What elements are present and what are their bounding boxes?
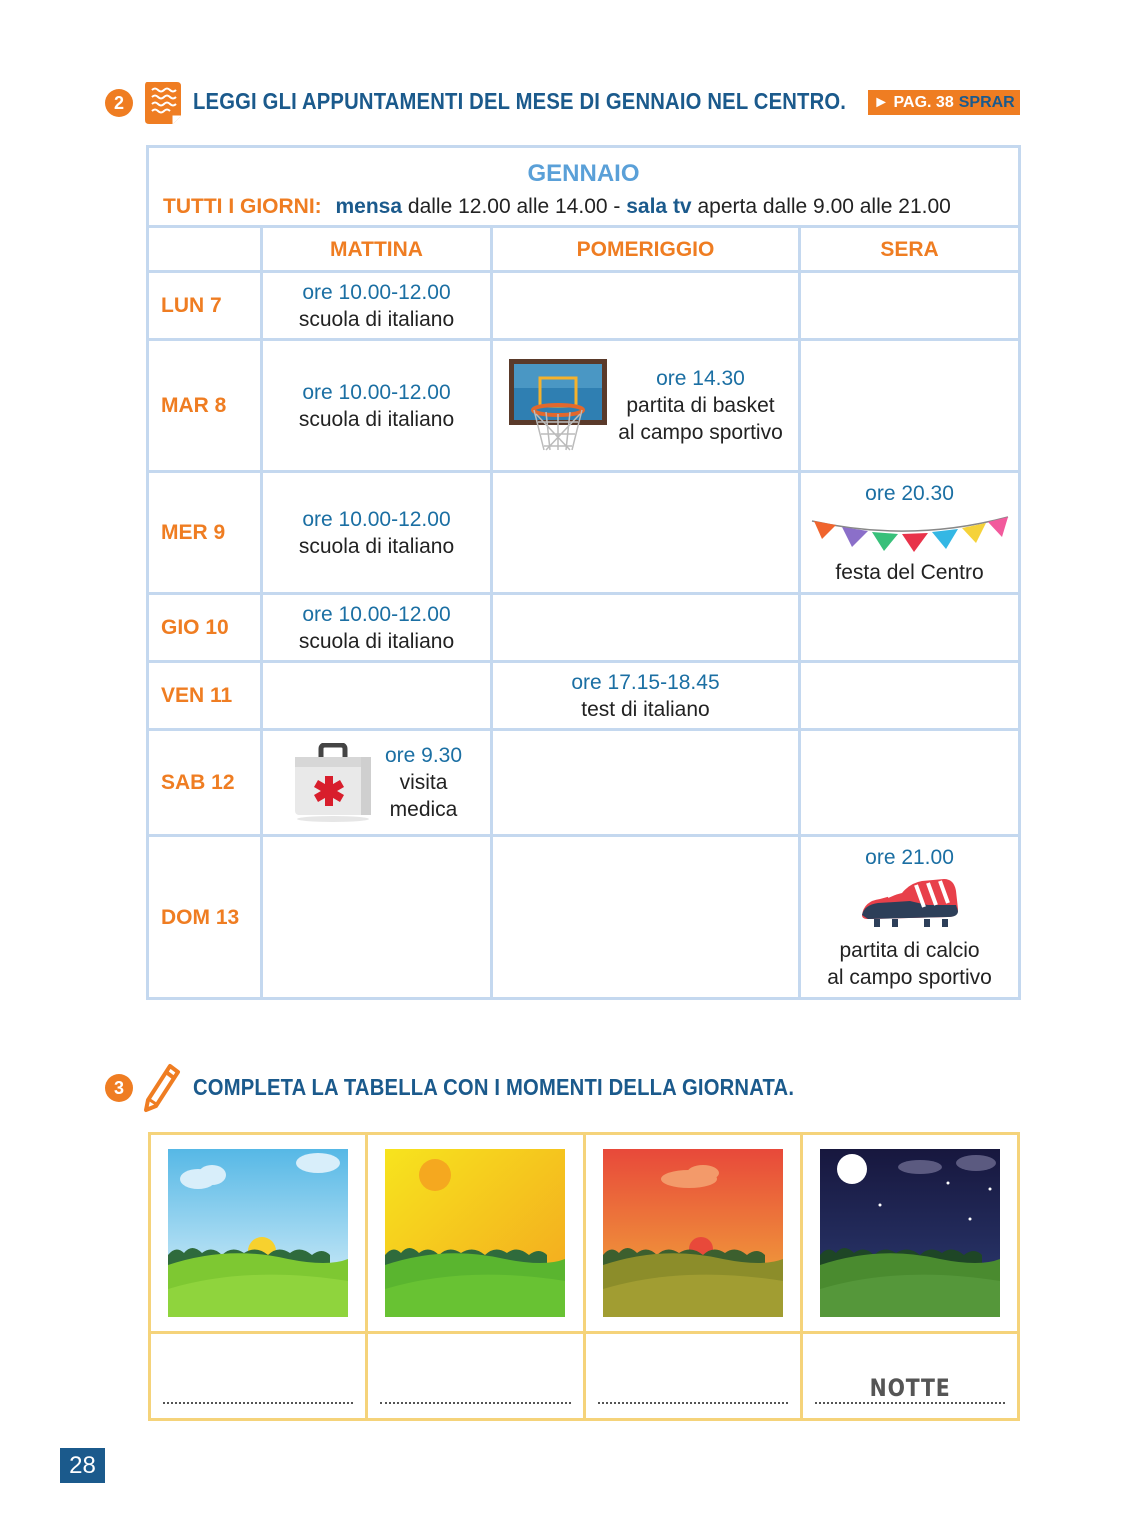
image-cell bbox=[150, 1134, 367, 1333]
event-activity: scuola di italiano bbox=[298, 407, 455, 431]
table-row bbox=[148, 340, 1020, 472]
tv-keyword: sala tv bbox=[626, 194, 692, 218]
empty-cell bbox=[800, 272, 1020, 340]
exercise-number-badge: 2 bbox=[105, 89, 133, 117]
event-time: ore 14.30 bbox=[656, 367, 745, 390]
table-row bbox=[148, 662, 1020, 730]
day-label: GIO 10 bbox=[148, 594, 262, 662]
mensa-keyword: mensa bbox=[335, 194, 403, 218]
event-activity: medica bbox=[389, 798, 458, 821]
event-time: ore 20.30 bbox=[865, 481, 954, 505]
empty-cell bbox=[492, 594, 800, 662]
day-label: DOM 13 bbox=[148, 836, 262, 999]
empty-cell bbox=[262, 662, 492, 730]
table-row bbox=[148, 730, 1020, 836]
event-activity: scuola di italiano bbox=[298, 534, 455, 558]
reading-icon bbox=[143, 80, 183, 126]
event-time: ore 10.00-12.00 bbox=[302, 280, 451, 304]
event-time: ore 21.00 bbox=[865, 845, 954, 869]
day-label: MER 9 bbox=[148, 472, 262, 594]
evening-sunset-icon bbox=[603, 1149, 783, 1317]
table-row bbox=[148, 272, 1020, 340]
exercise-2-title: LEGGI GLI APPUNTAMENTI DEL MESE DI GENNAIO NEL CENTRO. bbox=[193, 88, 847, 114]
event-time: ore 10.00-12.00 bbox=[302, 380, 451, 404]
page-reference: ► PAG. 38 bbox=[873, 93, 954, 111]
column-header-mattina: MATTINA bbox=[262, 227, 492, 272]
event-time: ore 10.00-12.00 bbox=[302, 507, 451, 531]
event-time: ore 9.30 bbox=[384, 744, 463, 767]
day-label: SAB 12 bbox=[148, 730, 262, 836]
column-header-sera: SERA bbox=[800, 227, 1020, 272]
answer-line bbox=[815, 1402, 1005, 1404]
event-activity: scuola di italiano bbox=[298, 307, 455, 331]
page-reference-badge[interactable] bbox=[868, 90, 1020, 115]
event-cell bbox=[492, 662, 800, 730]
event-time: ore 10.00-12.00 bbox=[302, 602, 451, 626]
empty-cell bbox=[492, 272, 800, 340]
event-cell bbox=[262, 594, 492, 662]
event-cell bbox=[262, 340, 492, 472]
month-title: GENNAIO bbox=[527, 159, 640, 187]
event-cell bbox=[800, 472, 1020, 594]
event-activity: scuola di italiano bbox=[298, 629, 455, 653]
empty-cell bbox=[800, 594, 1020, 662]
page-reference-source: SPRAR bbox=[958, 93, 1015, 111]
column-header-pomeriggio: POMERIGGIO bbox=[492, 227, 800, 272]
event-text bbox=[618, 365, 783, 446]
empty-cell bbox=[262, 836, 492, 999]
event-activity: test di italiano bbox=[581, 697, 710, 721]
event-cell bbox=[492, 340, 800, 472]
event-activity: al campo sportivo bbox=[827, 965, 992, 989]
event-activity: festa del Centro bbox=[835, 560, 984, 584]
empty-cell bbox=[492, 730, 800, 836]
answer-cell[interactable] bbox=[367, 1333, 584, 1420]
everyday-info bbox=[163, 193, 1004, 220]
morning-landscape-icon bbox=[168, 1149, 348, 1317]
bunting-flags-icon bbox=[810, 509, 1010, 557]
calendar-table bbox=[146, 145, 1021, 1000]
event-text bbox=[385, 742, 462, 823]
answer-text: NOTTE bbox=[869, 1374, 951, 1402]
times-of-day-table bbox=[148, 1132, 1020, 1421]
event-cell bbox=[262, 472, 492, 594]
afternoon-landscape-icon bbox=[385, 1149, 565, 1317]
empty-cell bbox=[492, 472, 800, 594]
day-label: VEN 11 bbox=[148, 662, 262, 730]
answer-cell[interactable] bbox=[801, 1333, 1018, 1420]
mensa-hours: dalle 12.00 alle 14.00 - bbox=[407, 194, 621, 218]
image-cell bbox=[367, 1134, 584, 1333]
first-aid-kit-icon bbox=[291, 743, 375, 823]
event-activity: partita di basket bbox=[626, 394, 775, 417]
event-time: ore 17.15-18.45 bbox=[571, 670, 720, 694]
image-cell bbox=[584, 1134, 801, 1333]
image-cell bbox=[801, 1134, 1018, 1333]
event-cell bbox=[262, 272, 492, 340]
event-cell bbox=[262, 730, 492, 836]
empty-cell bbox=[800, 730, 1020, 836]
empty-cell bbox=[800, 340, 1020, 472]
basketball-hoop-icon bbox=[508, 358, 608, 454]
exercise-number-badge: 3 bbox=[105, 1074, 133, 1102]
empty-cell bbox=[492, 836, 800, 999]
football-boot-icon bbox=[858, 875, 962, 933]
page-number: 28 bbox=[60, 1448, 105, 1483]
everyday-label: TUTTI I GIORNI: bbox=[163, 194, 322, 218]
day-label: MAR 8 bbox=[148, 340, 262, 472]
pencil-icon bbox=[142, 1062, 182, 1114]
answer-line bbox=[163, 1402, 353, 1404]
calendar-header bbox=[148, 147, 1020, 227]
tv-hours: aperta dalle 9.00 alle 21.00 bbox=[697, 194, 951, 218]
table-row bbox=[148, 594, 1020, 662]
empty-cell bbox=[800, 662, 1020, 730]
answer-line bbox=[598, 1402, 788, 1404]
answer-cell[interactable] bbox=[150, 1333, 367, 1420]
event-activity: al campo sportivo bbox=[618, 421, 783, 444]
night-sky-icon bbox=[820, 1149, 1000, 1317]
event-activity: partita di calcio bbox=[839, 938, 980, 962]
event-activity: visita bbox=[399, 771, 448, 794]
table-row bbox=[148, 836, 1020, 999]
corner-cell bbox=[148, 227, 262, 272]
table-row bbox=[148, 472, 1020, 594]
answer-line bbox=[380, 1402, 570, 1404]
day-label: LUN 7 bbox=[148, 272, 262, 340]
exercise-3-title: COMPLETA LA TABELLA CON I MOMENTI DELLA GIORNATA. bbox=[193, 1074, 795, 1100]
answer-cell[interactable] bbox=[584, 1333, 801, 1420]
event-cell bbox=[800, 836, 1020, 999]
